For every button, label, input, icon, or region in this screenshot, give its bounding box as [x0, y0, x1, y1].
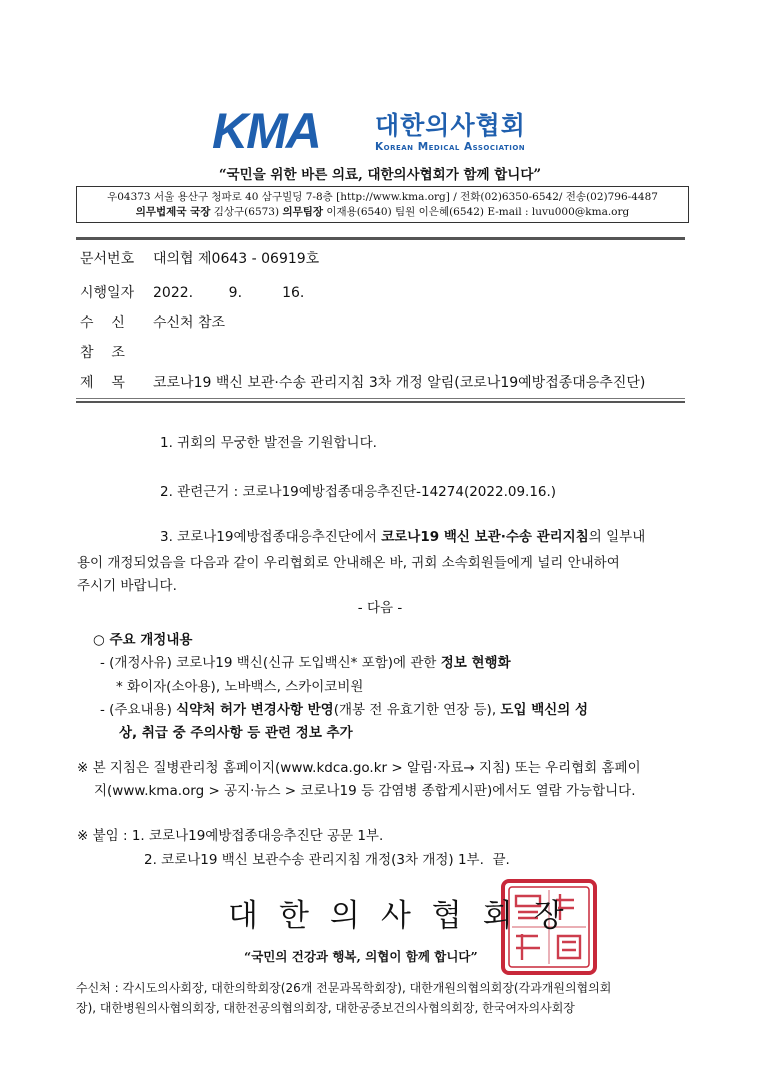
note-line-2: 지(www.kma.org > 공지·뉴스 > 코로나19 등 감염병 종합게시판)에서도 열람 가능합니다.: [94, 783, 636, 799]
paragraph-3-line-2: 용이 개정되었음을 다음과 같이 우리협회로 안내해온 바, 귀회 소속회원들에게 널리 안내하여: [77, 555, 620, 571]
recipient-list-line-1: 수신처 : 각시도의사회장, 대한의학회장(26개 전문과목학회장), 대한개원의협의회장(각과개원의협의회: [76, 981, 612, 995]
doc-number-label: 문서번호: [80, 251, 135, 267]
sender-name: 대한의사협회장: [228, 898, 585, 934]
item-1: [100, 653, 511, 673]
header-bottom-rule-2: [76, 401, 685, 403]
item-2-line-1: [100, 700, 588, 720]
subject-label: 제 목: [80, 375, 125, 391]
date-label: 시행일자: [80, 285, 135, 301]
attachment-line-1: ※ 붙임 : 1. 코로나19예방접종대응추진단 공문 1부.: [77, 828, 384, 844]
paragraph-3-line-1: [160, 527, 645, 547]
item-2-emphasis-1: 식약처 허가 변경사항 반영: [176, 702, 334, 718]
recipient-value: 수신처 참조: [153, 315, 226, 331]
doc-number-value: 대의협 제0643 - 06919호: [153, 251, 320, 267]
address-box: [76, 186, 689, 223]
contact-team-label: 의무팀장: [282, 206, 324, 218]
footer-slogan: “국민의 건강과 행복, 의협이 함께 합니다”: [244, 949, 478, 964]
paragraph-2: 2. 관련근거 : 코로나19예방접종대응추진단-14274(2022.09.16.): [160, 484, 557, 500]
item-2-text-a: - (주요내용): [100, 702, 177, 718]
date-field: [80, 284, 304, 302]
subject-value: 코로나19 백신 보관·수송 관리지침 3차 개정 알림(코로나19예방접종대응추진단): [153, 375, 646, 391]
item-2-emphasis-2: 도입 백신의 성: [500, 702, 589, 718]
section-title: ○ 주요 개정내용: [93, 632, 193, 648]
item-1-emphasis: 정보 현행화: [440, 655, 511, 671]
attachment-line-2: 2. 코로나19 백신 보관수송 관리지침 개정(3차 개정) 1부. 끝.: [144, 852, 510, 868]
date-value: 2022. 9. 16.: [153, 285, 305, 301]
next-heading: - 다음 -: [357, 600, 403, 616]
address-line: 우04373 서울 용산구 청파로 40 삼구빌딩 7-8층 [http://www.kma.org] / 전화(02)6350-6542/ 전송(02)796-4487: [107, 191, 658, 203]
recipient-label: 수 신: [80, 315, 125, 331]
contact-dept-label: 의무법제국 국장: [135, 206, 211, 218]
item-1-text: - (개정사유) 코로나19 백신(신규 도입백신* 포함)에 관한: [100, 655, 441, 671]
contact-dept-value: 김상구(6573): [210, 206, 283, 218]
reference-field: [80, 344, 153, 362]
contact-team-value: 이재용(6540) 팀원 이은혜(6542) E-mail : luvu000@kma.org: [323, 206, 630, 218]
recipient-field: [80, 314, 225, 332]
kma-logo-korean: 대한의사협회: [375, 111, 526, 140]
kma-logo-english: Korean Medical Association: [375, 141, 526, 153]
item-2-line-2: 상, 취급 중 주의사항 등 관련 정보 추가: [119, 725, 353, 741]
header-top-rule: [76, 237, 685, 240]
note-line-1: ※ 본 지침은 질병관리청 홈페이지(www.kdca.go.kr > 알림·자료→ 지침) 또는 우리협회 홈페이: [77, 760, 641, 776]
item-1-note: * 화이자(소아용), 노바백스, 스카이코비원: [116, 679, 364, 695]
subject-field: [80, 374, 645, 392]
paragraph-3-emphasis: 코로나19 백신 보관·수송 관리지침: [381, 529, 589, 545]
paragraph-3-text-c: 의 일부내: [588, 529, 646, 545]
paragraph-3-line-3: 주시기 바랍니다.: [77, 578, 177, 594]
paragraph-1: 1. 귀회의 무궁한 발전을 기원합니다.: [160, 435, 377, 451]
header-slogan: “국민을 위한 바른 의료, 대한의사협회가 함께 합니다”: [218, 167, 542, 183]
recipient-list-line-2: 장), 대한병원의사협의회장, 대한전공의협의회장, 대한공중보건의사협의회장, 한국여자의사회장: [76, 1001, 575, 1015]
doc-number-field: [80, 250, 319, 268]
reference-label: 참 조: [80, 345, 125, 361]
kma-logo-mark: KMA: [212, 103, 320, 159]
header-bottom-rule-1: [76, 398, 685, 399]
paragraph-3-text-a: 3. 코로나19예방접종대응추진단에서: [160, 529, 382, 545]
item-2-text-c: (개봉 전 유효기한 연장 등),: [333, 702, 501, 718]
recipient-list: [76, 978, 688, 1018]
contact-line: [77, 205, 688, 220]
